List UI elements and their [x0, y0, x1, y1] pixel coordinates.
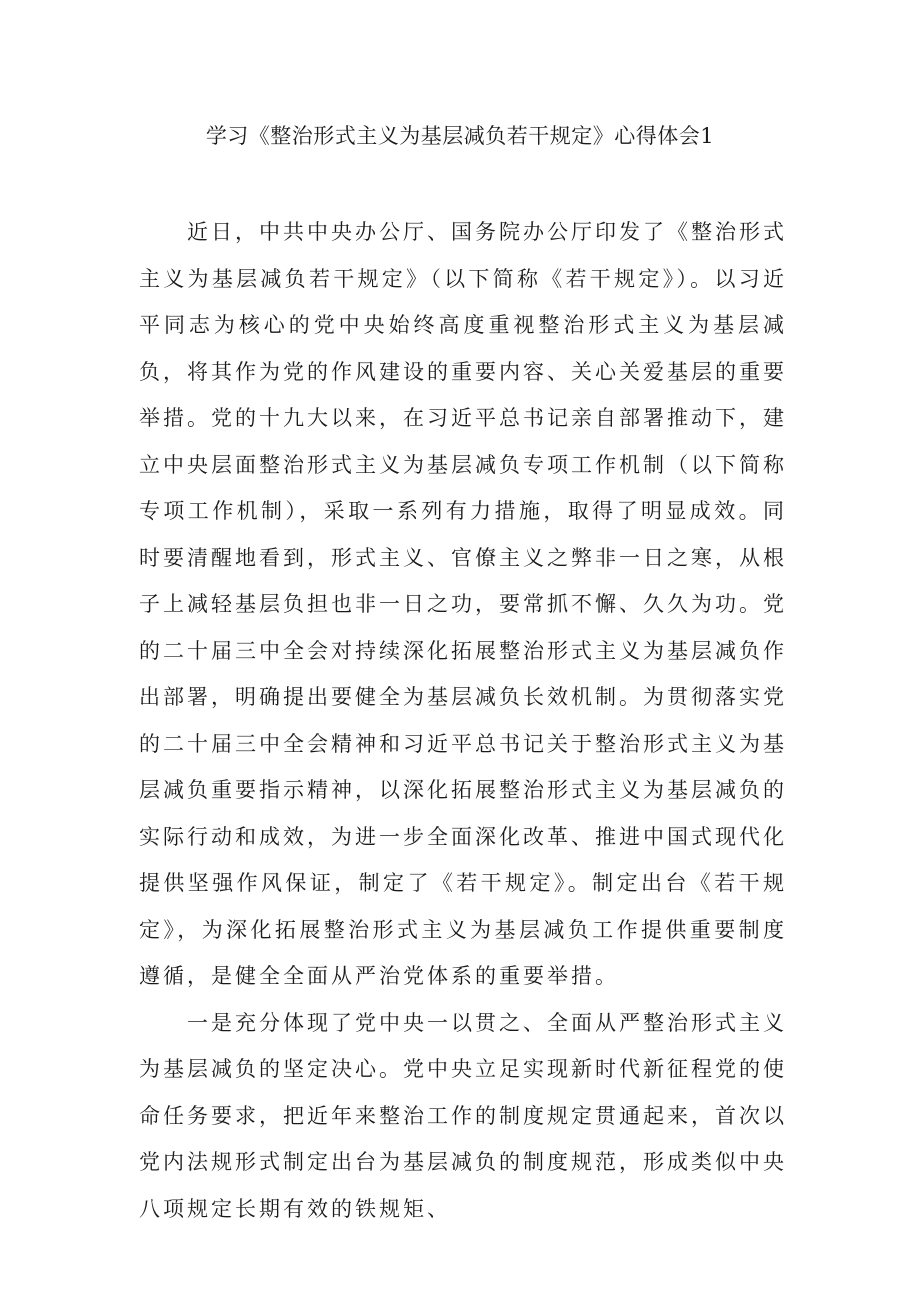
document-title: 学习《整治形式主义为基层减负若干规定》心得体会1	[205, 124, 715, 148]
paragraph-intro: 近日，中共中央办公厅、国务院办公厅印发了《整治形式主义为基层减负若干规定》（以下简称《若干规定》）。以习近平同志为核心的党中央始终高度重视整治形式主义为基层减负，将其作为党的作风建设的重要内容、关心关爱基层的重要举措。党的十九大以来，在习近平总书记亲自部署推动下，建立中央层面整治形式主义为基层减负专项工作机制（以下简称专项工作机制），采取一系列有力措施，取得了明显成效。同时要清醒地看到，形式主义、官僚主义之弊非一日之寒，从根子上减轻基层负担也非一日之功，要常抓不懈、久久为功。党的二十届三中全会对持续深化拓展整治形式主义为基层减负作出部署，明确提出要健全为基层减负长效机制。为贯彻落实党的二十届三中全会精神和习近平总书记关于整治形式主义为基层减负重要指示精神，以深化拓展整治形式主义为基层减负的实际行动和成效，为进一步全面深化改革、推进中国式现代化提供坚强作风保证，制定了《若干规定》。制定出台《若干规定》，为深化拓展整治形式主义为基层减负工作提供重要制度遵循，是健全全面从严治党体系的重要举措。	[139, 220, 787, 988]
paragraph-point-one: 一是充分体现了党中央一以贯之、全面从严整治形式主义为基层减负的坚定决心。党中央立足实现新时代新征程党的使命任务要求，把近年来整治工作的制度规定贯通起来，首次以党内法规形式制定出台为基层减负的制度规范，形成类似中央八项规定长期有效的铁规矩、	[139, 1010, 787, 1221]
document-body	[139, 209, 787, 1232]
